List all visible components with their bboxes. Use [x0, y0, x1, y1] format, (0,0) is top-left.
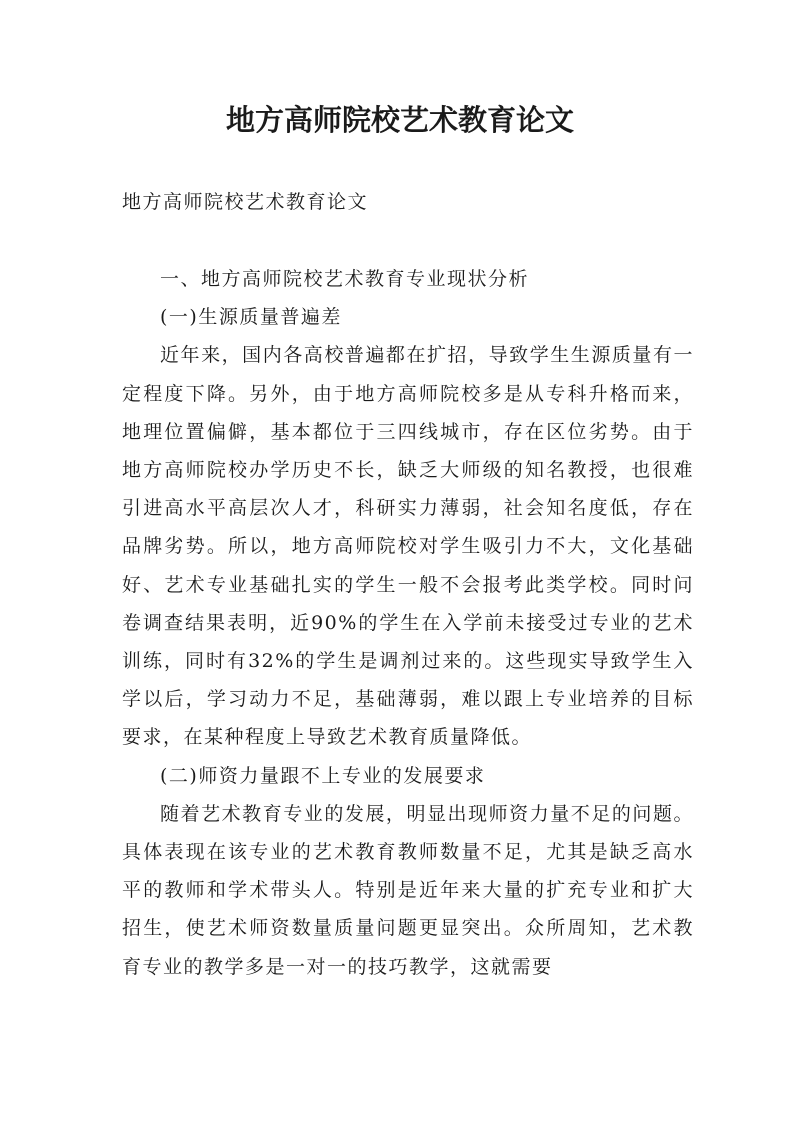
subsection-heading: (二)师资力量跟不上专业的发展要求: [160, 764, 486, 787]
section-heading: 一、地方高师院校艺术教育专业现状分析: [160, 268, 530, 290]
document-body: [122, 260, 694, 986]
document-subtitle: 地方高师院校艺术教育论文: [122, 191, 369, 213]
subsection-heading: (一)生源质量普遍差: [160, 306, 342, 329]
body-paragraph: 近年来，国内各高校普遍都在扩招，导致学生生源质量有一定程度下降。另外，由于地方高师院校多是从专科升格而来，地理位置偏僻，基本都位于三四线城市，存在区位劣势。由于地方高师院校办学历史不长，缺乏大师级的知名教授，也很难引进高水平高层次人才，科研实力薄弱，社会知名度低，存在品牌劣势。所以，地方高师院校对学生吸引力不大，文化基础好、艺术专业基础扎实的学生一般不会报考此类学校。同时问卷调查结果表明，近90%的学生在入学前未接受过专业的艺术训练，同时有32%的学生是调剂过来的。这些现实导致学生入学以后，学习动力不足，基础薄弱，难以跟上专业培养的目标要求，在某种程度上导致艺术教育质量降低。: [122, 344, 694, 749]
body-paragraph: 随着艺术教育专业的发展，明显出现师资力量不足的问题。具体表现在该专业的艺术教育教师数量不足，尤其是缺乏高水平的教师和学术带头人。特别是近年来大量的扩充专业和扩大招生，使艺术师资数量质量问题更显突出。众所周知，艺术教育专业的教学多是一对一的技巧教学，这就需要: [122, 802, 694, 978]
document-title: 地方高师院校艺术教育论文: [225, 103, 574, 137]
